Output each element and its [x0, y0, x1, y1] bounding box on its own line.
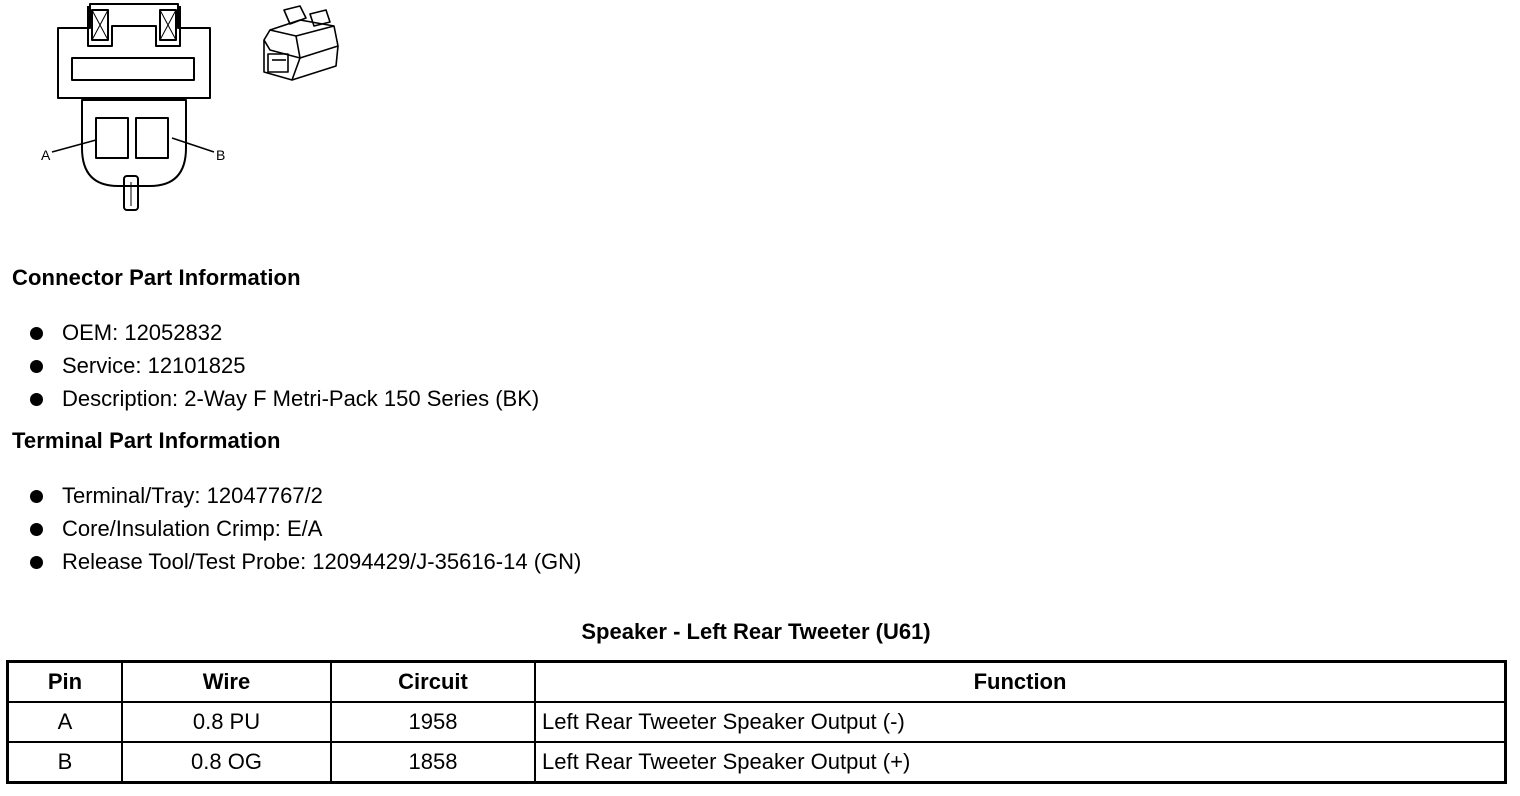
terminal-part-info-list: [30, 483, 581, 582]
pinout-table: [6, 660, 1507, 784]
connector-part-info-list: [30, 320, 539, 419]
list-item: [30, 320, 539, 353]
header-function: Function: [535, 662, 1506, 703]
cell-wire: 0.8 PU: [122, 702, 331, 742]
pin-label-b: B: [216, 147, 226, 163]
table-row: [8, 742, 1506, 783]
cell-function: Left Rear Tweeter Speaker Output (-): [535, 702, 1506, 742]
list-item: [30, 549, 581, 582]
bullet-icon: [30, 556, 43, 569]
header-wire: Wire: [122, 662, 331, 703]
connector-description: Description: 2-Way F Metri-Pack 150 Series (BK): [62, 386, 540, 411]
list-item: [30, 516, 581, 549]
cell-circuit: 1858: [331, 742, 535, 783]
terminal-tray: Terminal/Tray: 12047767/2: [62, 483, 323, 508]
cell-pin: A: [8, 702, 123, 742]
service-part-number: Service: 12101825: [62, 353, 246, 378]
cavity-a: [96, 118, 128, 158]
connector-top-body: [58, 4, 210, 98]
list-item: [30, 353, 539, 386]
bullet-icon: [30, 523, 43, 536]
cavity-b: [136, 118, 168, 158]
crimp-info: Core/Insulation Crimp: E/A: [62, 516, 323, 541]
header-pin: Pin: [8, 662, 123, 703]
connector-isometric-icon: [264, 6, 338, 80]
connector-face: [82, 100, 186, 186]
bullet-icon: [30, 360, 43, 373]
cell-function: Left Rear Tweeter Speaker Output (+): [535, 742, 1506, 783]
terminal-part-info-heading: Terminal Part Information: [12, 428, 281, 453]
bullet-icon: [30, 327, 43, 340]
connector-part-info-heading: Connector Part Information: [12, 265, 301, 290]
pin-label-a: A: [41, 147, 51, 163]
list-item: [30, 483, 581, 516]
list-item: [30, 386, 539, 419]
table-header-row: [8, 662, 1506, 703]
bullet-icon: [30, 490, 43, 503]
table-row: [8, 702, 1506, 742]
release-tool: Release Tool/Test Probe: 12094429/J-35616-14 (GN): [62, 549, 582, 574]
oem-part-number: OEM: 12052832: [62, 320, 223, 345]
table-title: Speaker - Left Rear Tweeter (U61): [581, 619, 931, 644]
cell-wire: 0.8 OG: [122, 742, 331, 783]
cell-pin: B: [8, 742, 123, 783]
bullet-icon: [30, 393, 43, 406]
cell-circuit: 1958: [331, 702, 535, 742]
header-circuit: Circuit: [331, 662, 535, 703]
connector-diagram: [0, 0, 360, 220]
